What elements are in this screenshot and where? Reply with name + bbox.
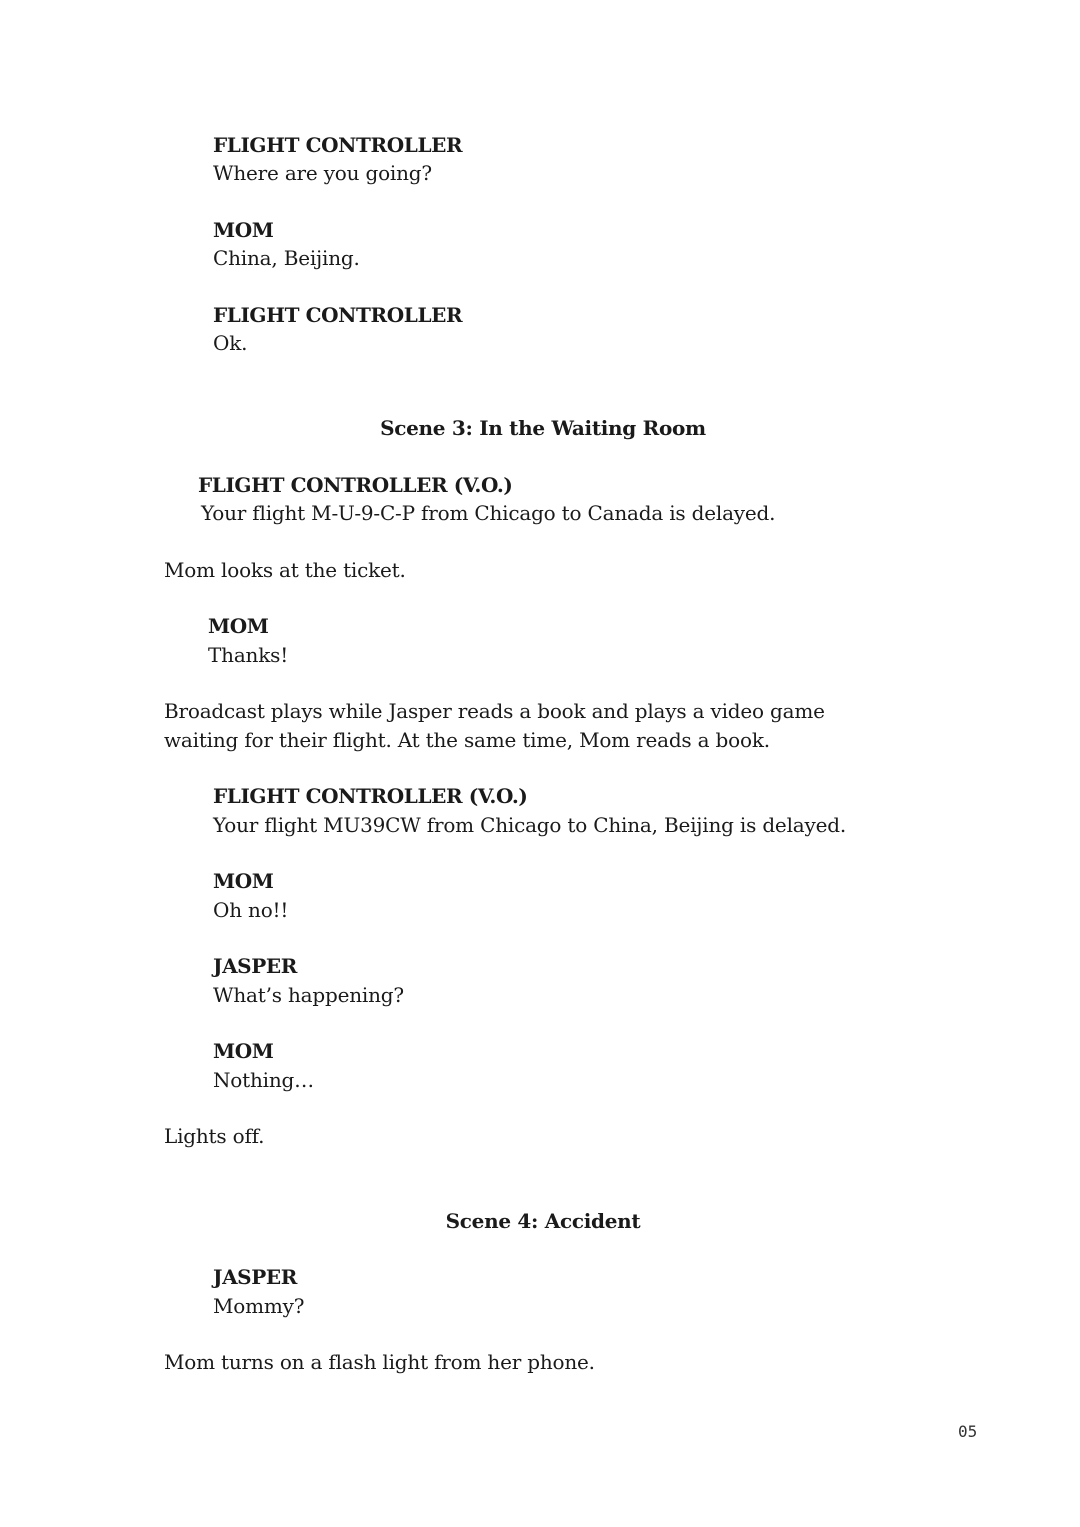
- character-cue-flight-controller: FLIGHT CONTROLLER: [213, 303, 463, 327]
- character-cue-mom: MOM: [213, 869, 274, 893]
- action-line: waiting for their flight. At the same time, Mom reads a book.: [164, 728, 770, 752]
- action-line: Mom turns on a flash light from her phone.: [164, 1350, 595, 1374]
- dialogue-line: Nothing…: [213, 1068, 314, 1092]
- character-cue-flight-controller-vo: FLIGHT CONTROLLER (V.O.): [198, 473, 513, 497]
- dialogue-line: Thanks!: [208, 643, 289, 667]
- dialogue-line: Mommy?: [213, 1294, 305, 1318]
- character-cue-jasper: JASPER: [213, 1265, 297, 1289]
- dialogue-line: China, Beijing.: [213, 246, 360, 270]
- character-cue-flight-controller: FLIGHT CONTROLLER: [213, 133, 463, 157]
- character-cue-mom: MOM: [213, 1039, 274, 1063]
- dialogue-line: Your flight M-U-9-C-P from Chicago to Canada is delayed.: [201, 501, 776, 525]
- page-number: 05: [958, 1422, 978, 1441]
- character-cue-flight-controller-vo: FLIGHT CONTROLLER (V.O.): [213, 784, 528, 808]
- action-line: Lights off.: [164, 1124, 265, 1148]
- character-cue-mom: MOM: [208, 614, 269, 638]
- dialogue-line: Oh no!!: [213, 898, 289, 922]
- character-cue-mom: MOM: [213, 218, 274, 242]
- action-line: Broadcast plays while Jasper reads a book and plays a video game: [164, 699, 825, 723]
- character-cue-jasper: JASPER: [213, 954, 297, 978]
- dialogue-line: Where are you going?: [213, 161, 432, 185]
- scene-heading: Scene 4: Accident: [445, 1209, 641, 1233]
- dialogue-line: Ok.: [213, 331, 248, 355]
- dialogue-line: What’s happening?: [213, 983, 404, 1007]
- scene-heading: Scene 3: In the Waiting Room: [380, 416, 706, 440]
- action-line: Mom looks at the ticket.: [164, 558, 406, 582]
- dialogue-line: Your flight MU39CW from Chicago to China, Beijing is delayed.: [213, 813, 846, 837]
